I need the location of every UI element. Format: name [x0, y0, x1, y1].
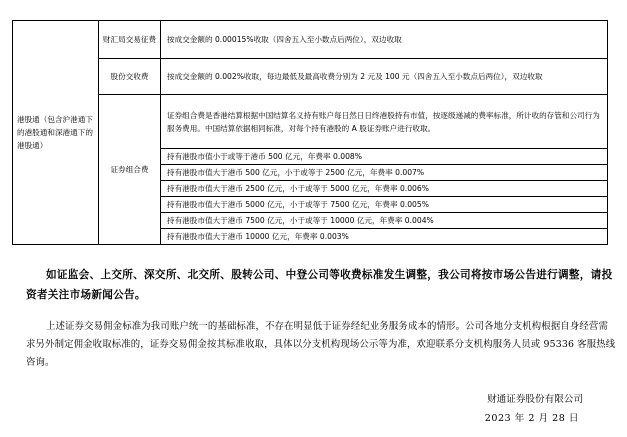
adjustment-notice	[26, 265, 616, 305]
notice-text: 如证监会、上交所、深交所、北交所、股转公司、中登公司等收费标准发生调整，我公司将按市场公告进行调整，请投资者关注市场新闻公告。	[26, 269, 613, 301]
tier-cell: 持有港股市值大于港币 7500 亿元，小于或等于 10000 亿元，年费率 0.004%	[161, 213, 608, 229]
fee-table	[12, 20, 608, 245]
tier-cell: 持有港股市值大于港币 500 亿元，小于或等于 2500 亿元，年费率 0.007%	[161, 165, 608, 181]
table-row	[13, 95, 608, 149]
content-cell: 按成交金额的 0.00015%收取（四舍五入至小数点后两位），双边收取	[161, 21, 608, 59]
paragraph-text: 上述证券交易佣金标准为我司账户统一的基础标准，不存在明显低于证券经纪业务服务成本的情形。公司各地分支机构根据自身经营需求另外制定佣金收取标准的，证券交易佣金按其标准收取，具体以分支机构现场公示等为准，欢迎联系分支机构服务人员或 95336 客服热线咨询。	[26, 321, 616, 368]
signature-company: 财通证券股份有限公司	[487, 394, 583, 405]
commission-paragraph	[26, 318, 616, 372]
tier-cell: 持有港股市值大于港币 10000 亿元，年费率 0.003%	[161, 229, 608, 245]
content-cell: 按成交金额的 0.002%收取，每边最低及最高收费分别为 2 元及 100 元（四舍五入至小数点后两位），双边收取	[161, 59, 608, 95]
signature-date: 2023 年 2 月 28 日	[484, 413, 579, 424]
tier-cell: 持有港股市值大于港币 5000 亿元，小于或等于 7500 亿元，年费率 0.005%	[161, 197, 608, 213]
category-cell: 财汇局交易征费	[99, 21, 161, 59]
tier-cell: 持有港股市值大于港币 2500 亿元，小于或等于 5000 亿元，年费率 0.006%	[161, 181, 608, 197]
description-cell: 证券组合费是香港结算根据中国结算名义持有账户每日然日日终港股持有市值，按逐级递减的费率标准，所计收的存管和公司行为服务费用。中国结算依据相同标准，对每个持有港股的 A 股证券账户进行收取。	[161, 95, 608, 149]
table-row	[13, 59, 608, 95]
table-row	[13, 21, 608, 59]
group-label-cell: 港股通（包含沪港通下的港股通和深港通下的港股通）	[13, 21, 99, 245]
category-cell: 股份交收费	[99, 59, 161, 95]
category-cell: 证券组合费	[99, 95, 161, 245]
tier-cell: 持有港股市值小于或等于港币 500 亿元，年费率 0.008%	[161, 149, 608, 165]
